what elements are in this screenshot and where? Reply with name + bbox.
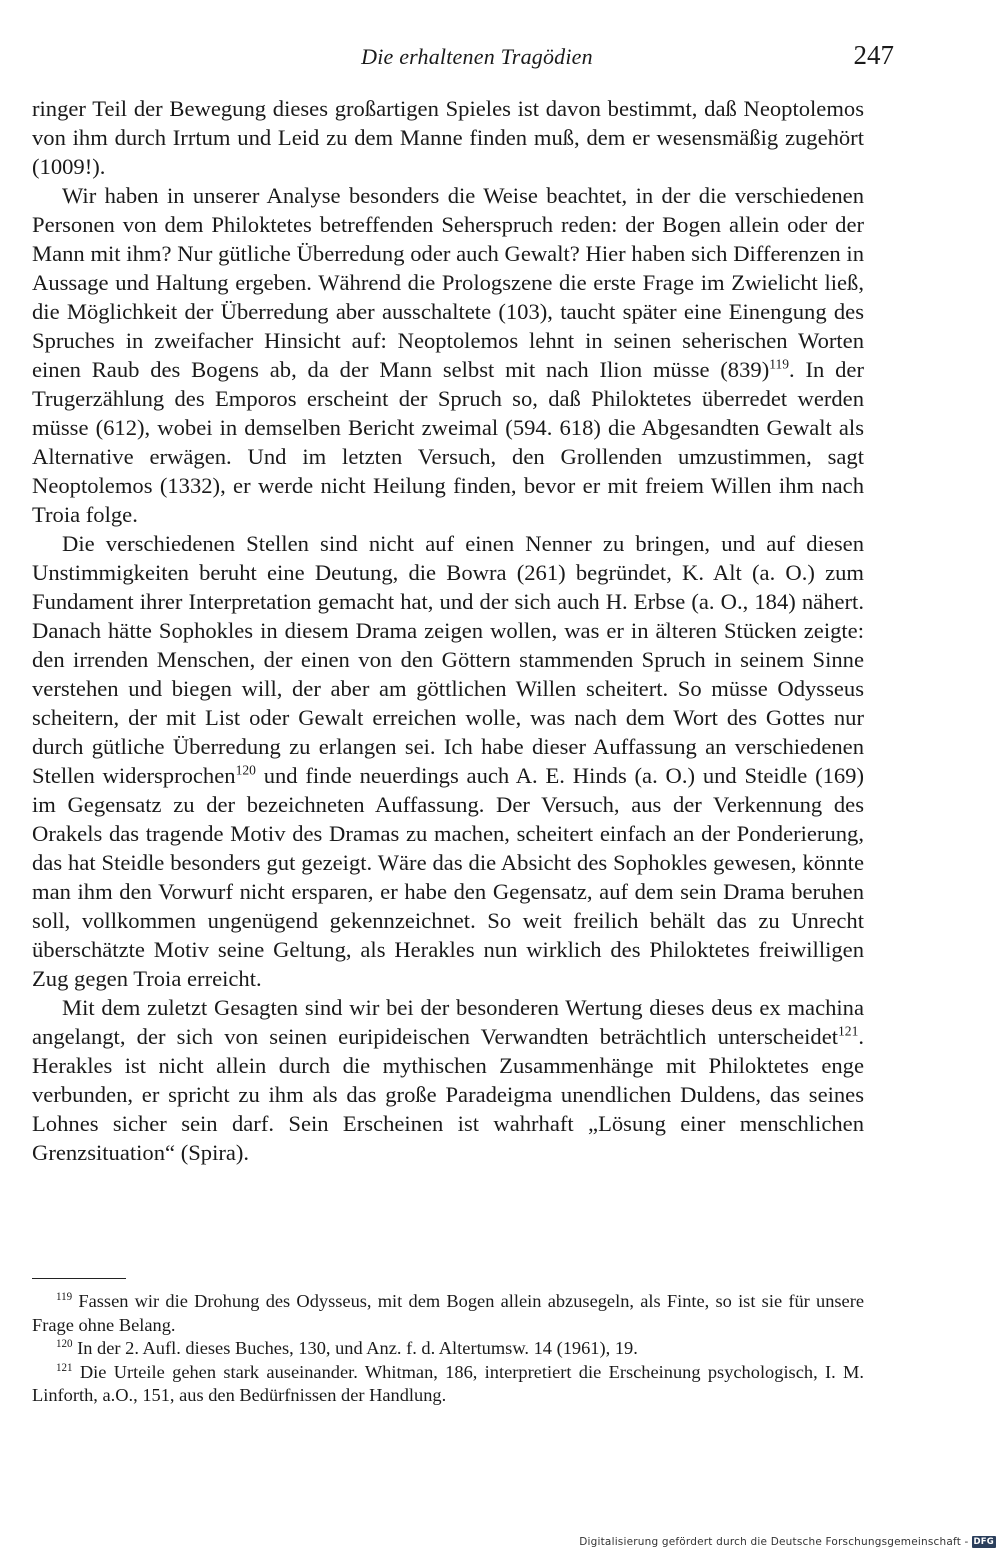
footnote-text: Fassen wir die Drohung des Odysseus, mit dem Bogen allein abzusegeln, als Finte, so ist sie für unsere Frage ohne Belang. [32, 1291, 864, 1335]
paragraph-text: Mit dem zuletzt Gesagten sind wir bei der besonderen Wertung dieses deus ex machina angelangt, der sich von seinen euripideischen Verwandten beträchtlich unterscheidet [32, 995, 864, 1049]
paragraph-text: Die verschiedenen Stellen sind nicht auf einen Nenner zu bringen, und auf diesen Unstimmigkeiten beruht eine Deutung, die Bowra (261) begründet, K. Alt (a. O.) zum Fundament ihrer Interpretation gemacht hat, und der sich auch H. Erbse (a. O., 184) nähert. Danach hätte Sophokles in diesem Drama zeigen wollen, was er in älteren Stücken zeigte: den irrenden Menschen, der einen von den Göttern stammenden Spruch in seinem Sinne verstehen und biegen will, der aber am göttlichen Willen scheitert. So müsse Odysseus scheitern, der mit List oder Gewalt erreichen wolle, was nach dem Wort des Gottes nur durch gütliche Überredung zu erlangen sei. Ich habe dieser Auffassung an verschiedenen Stellen widersprochen [32, 531, 864, 788]
body-paragraph [32, 181, 864, 529]
footnotes [32, 1290, 864, 1408]
footnote-number: 121 [56, 1361, 73, 1374]
footnote-reference: 121 [838, 1023, 859, 1039]
body-paragraph [32, 529, 864, 993]
digitization-credit [579, 1536, 996, 1548]
paragraph-text: . Herakles ist nicht allein durch die mythischen Zusammenhänge mit Philoktetes enge verbunden, er spricht zu ihm als das große Paradeigma unendlichen Duldens, das seines Lohnes sicher sein darf. Sein Erscheinen ist wahrhaft „Lösung einer menschlichen Grenzsituation“ (Spira). [32, 1024, 864, 1165]
footnote-separator [32, 1278, 126, 1279]
body-paragraph [32, 94, 864, 181]
footnote-text: Die Urteile gehen stark auseinander. Whitman, 186, interpretiert die Erscheinung psychologisch, I. M. Linforth, a.O., 151, aus den Bedürfnissen der Handlung. [32, 1361, 864, 1406]
footnote-number: 120 [56, 1338, 73, 1351]
paragraph-text: ringer Teil der Bewegung dieses großartigen Spieles ist davon bestimmt, daß Neoptolemos von ihm durch Irrtum und Leid zu dem Manne finden muß, dem er wesensmäßig zugehört (1009!). [32, 96, 864, 179]
footnote-reference: 119 [769, 356, 790, 372]
paragraph-text: und finde neuerdings auch A. E. Hinds (a. O.) und Steidle (169) im Gegensatz zu der bezeichneten Auffassung. Der Versuch, aus der Verkennung des Orakels das tragende Motiv des Dramas zu machen, scheitert einfach an der Ponderierung, das hat Steidle besonders gut gezeigt. Wäre das die Absicht des Sophokles gewesen, könnte man ihm den Vorwurf nicht ersparen, er habe den Gegensatz, auf dem sein Drama beruhen soll, vollkommen ungenügend gekennzeichnet. So weit freilich behält das zu Unrecht überschätzte Motiv seine Geltung, als Herakles nun wirklich des Philoktetes freiwilligen Zug gegen Troia erreicht. [32, 763, 865, 991]
footnote-number: 119 [56, 1290, 73, 1303]
body-paragraph [32, 993, 864, 1167]
credit-text: Digitalisierung gefördert durch die Deutsche Forschungsgemeinschaft - [579, 1536, 969, 1548]
body-text [32, 94, 864, 1167]
running-title: Die erhaltenen Tragödien [361, 44, 593, 69]
footnote [32, 1361, 864, 1408]
dfg-logo: DFG [973, 1537, 994, 1547]
paragraph-text: Wir haben in unserer Analyse besonders die Weise beachtet, in der die verschiedenen Personen von dem Philoktetes betreffenden Seherspruch reden: der Bogen allein oder der Mann mit ihm? Nur gütliche Überredung oder auch Gewalt? Hier haben sich Differenzen in Aussage und Haltung ergeben. Während die Prologszene die erste Frage im Zwielicht ließ, die Möglichkeit der Überredung aber ausschaltete (103), taucht später eine Einengung des Spruches in zweifacher Hinsicht auf: Neoptolemos lehnt in seinen seherischen Worten einen Raub des Bogens ab, da der Mann selbst mit nach Ilion müsse (839) [32, 183, 864, 382]
footnote [32, 1337, 864, 1361]
footnote [32, 1290, 864, 1337]
footnote-reference: 120 [235, 762, 256, 778]
paragraph-text: . In der Trugerzählung des Emporos erscheint der Spruch so, daß Philoktetes überredet werden müsse (612), wobei in demselben Bericht zweimal (594. 618) die Abgesandten Gewalt als Alternative erwägen. Und im letzten Versuch, den Grollenden umzustimmen, sagt Neoptolemos (1332), er werde nicht Heilung finden, bevor er mit freiem Willen ihm nach Troia folge. [32, 357, 864, 527]
footnote-text: In der 2. Aufl. dieses Buches, 130, und Anz. f. d. Altertumsw. 14 (1961), 19. [72, 1338, 638, 1359]
page-number: 247 [853, 40, 894, 70]
running-head [32, 40, 894, 76]
